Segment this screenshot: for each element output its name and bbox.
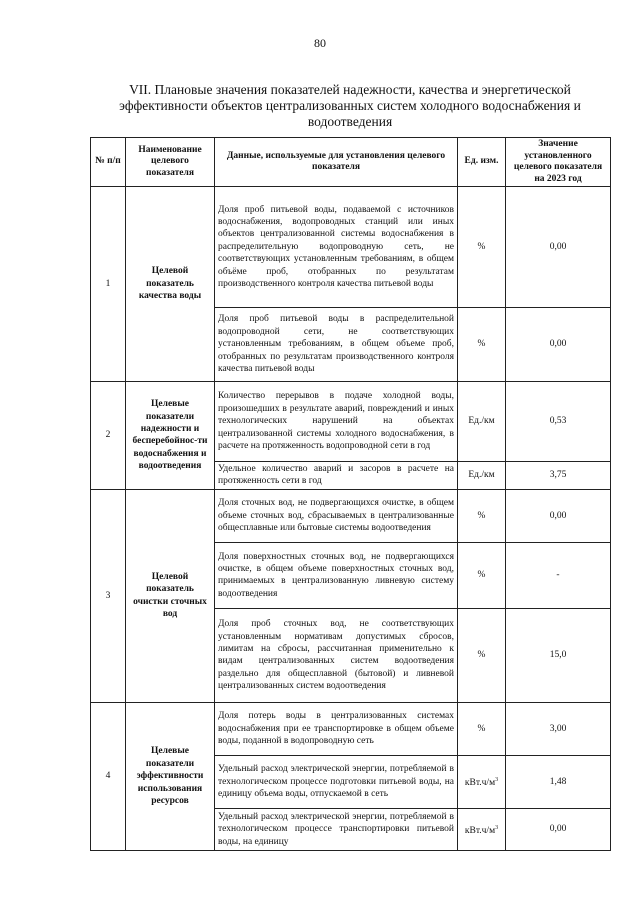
- data-description: Доля проб сточных вод, не соответствующих установленным нормативам допустимых сбросов, лимитам на сбросы, рассчитанная применительно к видам централизованных систем водоотведения раздельно для общесплавной (бытовой) и ливневой централизованных систем водоотведения: [215, 608, 458, 702]
- row-number: 3: [91, 489, 126, 702]
- unit-cell: %: [458, 702, 506, 755]
- value-cell: 0,00: [506, 187, 611, 308]
- data-description: Удельное количество аварий и засоров в расчете на протяженность сети в год: [215, 462, 458, 490]
- header-indicator: Наименование целевого показателя: [126, 138, 215, 187]
- row-number: 4: [91, 702, 126, 850]
- unit-cell: %: [458, 187, 506, 308]
- value-cell: -: [506, 542, 611, 608]
- header-unit: Ед. изм.: [458, 138, 506, 187]
- table-row: [91, 702, 611, 755]
- table-row: [91, 187, 611, 308]
- unit-cell: $кВт.ч/м^3$: [458, 808, 506, 850]
- data-description: Количество перерывов в подаче холодной воды, произошедших в результате аварий, повреждений и иных технологических нарушений на объектах централизованной системы холодного водоснабжения, в расчете на протяженность водопроводной сети в год: [215, 382, 458, 462]
- value-cell: 0,00: [506, 808, 611, 850]
- header-num: № п/п: [91, 138, 126, 187]
- value-cell: 0,53: [506, 382, 611, 462]
- indicator-name: Целевой показатель качества воды: [126, 187, 215, 382]
- row-number: 2: [91, 382, 126, 490]
- data-description: Доля проб питьевой воды, подаваемой с источников водоснабжения, водопроводных станций или иных объектов централизованной системы водоснабжения в распределительную водопроводную сеть, не соответствующих установленным требованиям, в общем объёме проб, отобранных по результатам производственного контроля качества питьевой воды: [215, 187, 458, 308]
- table-row: [91, 489, 611, 542]
- data-description: Доля сточных вод, не подвергающихся очистке, в общем объеме сточных вод, сбрасываемых в централизованные общесплавные или бытовые системы водоотведения: [215, 489, 458, 542]
- data-description: Доля проб питьевой воды в распределительной водопроводной сети, не соответствующих установленным требованиям, в общем объеме проб, отобранных по результатам производственного контроля качества питьевой воды: [215, 308, 458, 382]
- unit-cell: %: [458, 308, 506, 382]
- table-header-row: [91, 138, 611, 187]
- indicator-name: Целевые показатели эффективности использования ресурсов: [126, 702, 215, 850]
- indicator-name: Целевой показатель очистки сточных вод: [126, 489, 215, 702]
- value-cell: 15,0: [506, 608, 611, 702]
- unit-cell: $кВт.ч/м^3$: [458, 755, 506, 808]
- unit-cell: %: [458, 542, 506, 608]
- value-cell: 0,00: [506, 489, 611, 542]
- value-cell: 3,00: [506, 702, 611, 755]
- row-number: 1: [91, 187, 126, 382]
- section-title: VII. Плановые значения показателей надежности, качества и энергетической эффективности объектов централизованных систем холодного водоснабжения и водоотведения: [119, 82, 581, 129]
- unit-cell: Ед./км: [458, 462, 506, 490]
- table-row: [91, 382, 611, 462]
- data-description: Удельный расход электрической энергии, потребляемой в технологическом процессе подготовки питьевой воды, на единицу объема воды, отпускаемой в сеть: [215, 755, 458, 808]
- unit-cell: %: [458, 608, 506, 702]
- header-value: Значение установленного целевого показателя на 2023 год: [506, 138, 611, 187]
- unit-cell: Ед./км: [458, 382, 506, 462]
- value-cell: 3,75: [506, 462, 611, 490]
- header-data: Данные, используемые для установления целевого показателя: [215, 138, 458, 187]
- page-number: 80: [314, 36, 326, 50]
- value-cell: 1,48: [506, 755, 611, 808]
- unit-cell: %: [458, 489, 506, 542]
- indicator-name: Целевые показатели надежности и бесперебойнос-ти водоснабжения и водоотведения: [126, 382, 215, 490]
- data-description: Удельный расход электрической энергии, потребляемой в технологическом процессе транспортировки питьевой воды, на единицу: [215, 808, 458, 850]
- targets-table: [90, 137, 611, 851]
- data-description: Доля поверхностных сточных вод, не подвергающихся очистке, в общем объеме поверхностных сточных вод, принимаемых в централизованную ливневую систему водоотведения: [215, 542, 458, 608]
- value-cell: 0,00: [506, 308, 611, 382]
- data-description: Доля потерь воды в централизованных системах водоснабжения при ее транспортировке в общем объеме воды, поданной в водопроводную сеть: [215, 702, 458, 755]
